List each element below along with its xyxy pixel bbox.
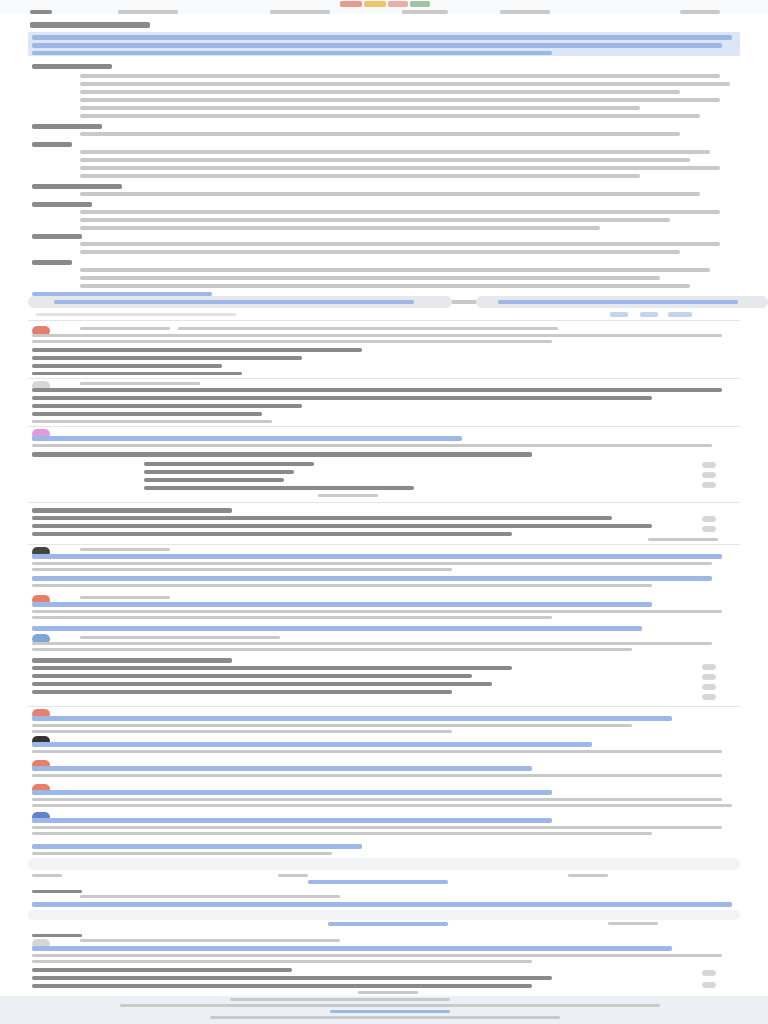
sponsored-result[interactable]: [28, 934, 740, 964]
related-item[interactable]: [32, 984, 532, 988]
related-item[interactable]: [32, 968, 292, 972]
search-result[interactable]: [28, 624, 740, 652]
search-result[interactable]: [28, 428, 740, 498]
question-item[interactable]: [32, 524, 652, 528]
search-result[interactable]: [28, 380, 740, 424]
tab-more[interactable]: [680, 10, 720, 14]
search-result[interactable]: [28, 546, 740, 572]
google-logo[interactable]: [340, 1, 430, 7]
question-item[interactable]: [32, 666, 512, 670]
question-item[interactable]: [32, 516, 612, 520]
related-searches: [28, 966, 740, 994]
chevron-down-icon[interactable]: [702, 982, 716, 988]
more-results-link[interactable]: [358, 991, 418, 994]
search-result[interactable]: [28, 324, 740, 376]
question-item[interactable]: [32, 690, 452, 694]
sponsored-result[interactable]: [28, 890, 740, 930]
question-item[interactable]: [32, 532, 512, 536]
chevron-down-icon[interactable]: [702, 664, 716, 670]
search-result[interactable]: [28, 812, 740, 838]
install-button[interactable]: [328, 922, 448, 926]
related-questions: [28, 656, 740, 704]
tab-videos[interactable]: [270, 10, 330, 14]
footer: [0, 996, 768, 1024]
related-item[interactable]: [32, 976, 552, 980]
tab-shopping[interactable]: [500, 10, 550, 14]
more-icon[interactable]: [668, 312, 692, 317]
people-also-ask: [28, 506, 740, 542]
question-item[interactable]: [32, 682, 492, 686]
suggestion-chip-2[interactable]: [476, 296, 768, 308]
chevron-down-icon[interactable]: [702, 472, 716, 478]
chevron-down-icon[interactable]: [702, 482, 716, 488]
tab-images[interactable]: [118, 10, 178, 14]
search-result[interactable]: [28, 594, 740, 622]
chevron-down-icon[interactable]: [702, 694, 716, 700]
search-result[interactable]: [28, 708, 740, 734]
thumbs-down-icon[interactable]: [640, 312, 658, 317]
tab-row: [30, 8, 730, 16]
tab-news[interactable]: [402, 10, 448, 14]
chevron-down-icon[interactable]: [702, 674, 716, 680]
question-item[interactable]: [32, 674, 472, 678]
search-result[interactable]: [28, 760, 740, 782]
chevron-down-icon[interactable]: [702, 462, 716, 468]
feedback-row: [28, 312, 740, 318]
search-result[interactable]: [28, 574, 740, 592]
ai-overview: [28, 20, 740, 310]
search-result[interactable]: [28, 784, 740, 810]
suggestion-chip-1[interactable]: [28, 296, 452, 308]
install-button[interactable]: [308, 880, 448, 884]
feedback-link[interactable]: [648, 538, 718, 541]
search-result[interactable]: [28, 736, 740, 758]
tab-all[interactable]: [30, 10, 52, 14]
chevron-down-icon[interactable]: [702, 970, 716, 976]
chevron-down-icon[interactable]: [702, 516, 716, 522]
update-location-link[interactable]: [330, 1010, 450, 1013]
app-result-card[interactable]: [28, 840, 740, 886]
ai-overview-label: [30, 22, 150, 28]
chevron-down-icon[interactable]: [702, 684, 716, 690]
thumbs-up-icon[interactable]: [610, 312, 628, 317]
chevron-down-icon[interactable]: [702, 526, 716, 532]
